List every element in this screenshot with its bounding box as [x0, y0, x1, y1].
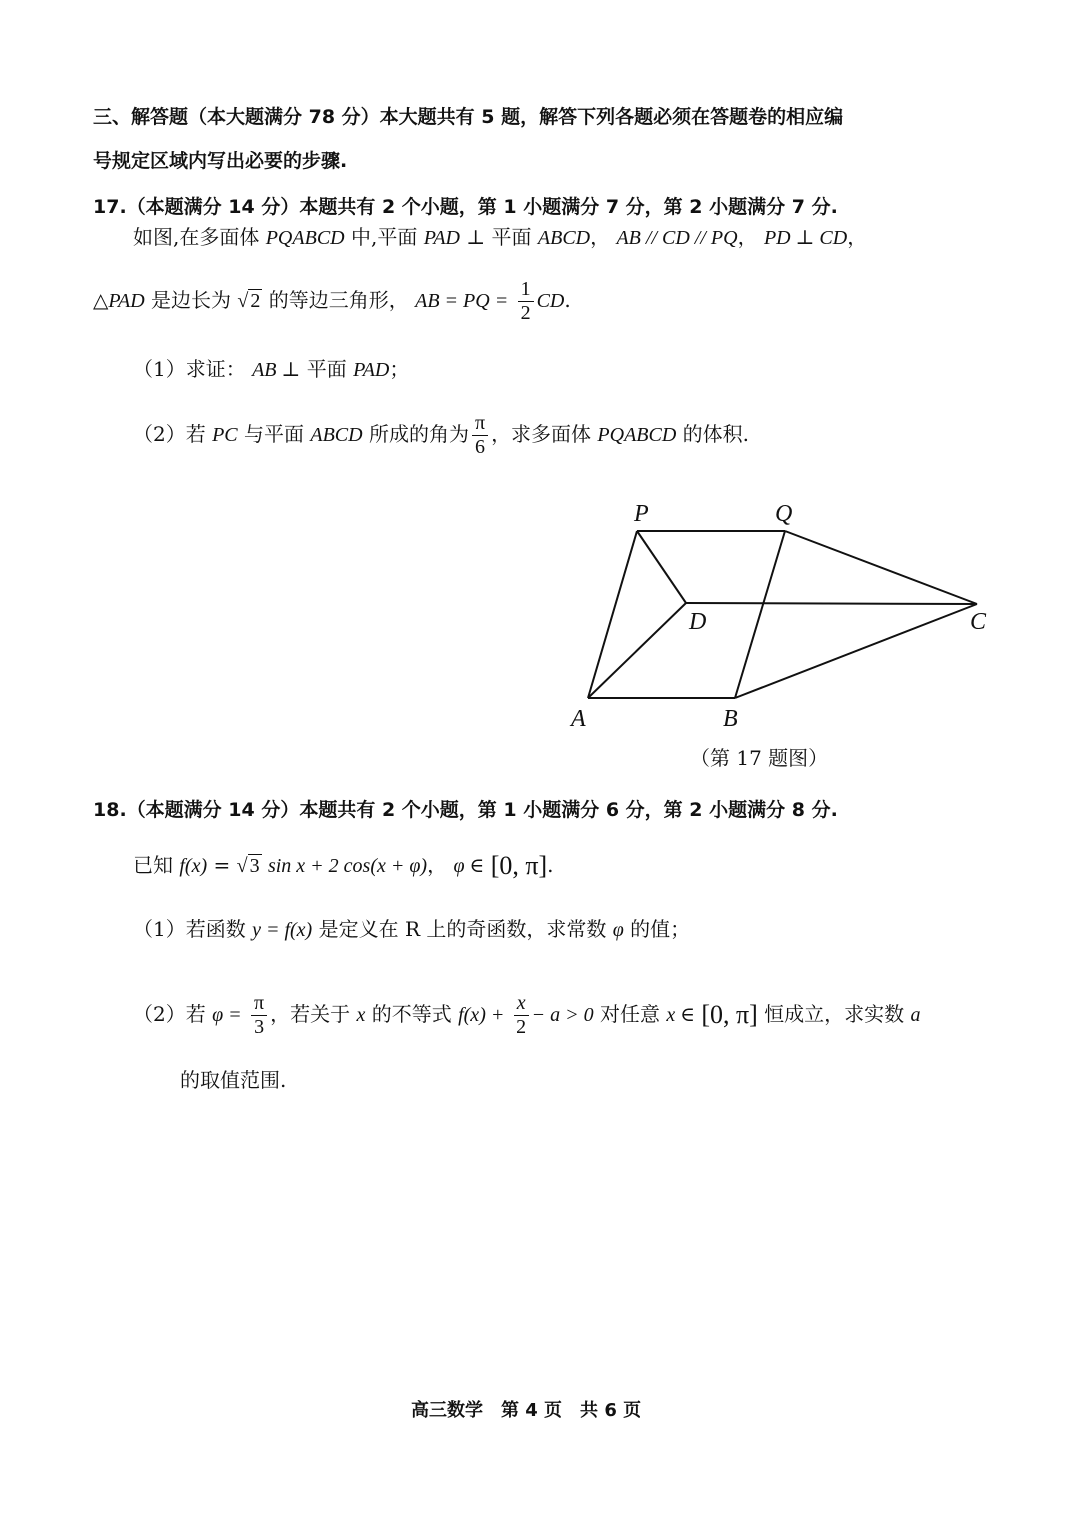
q17-triangle-pad: △PAD	[93, 290, 145, 312]
label-q: Q	[775, 501, 793, 527]
sqrt-3: √ 3	[236, 855, 260, 877]
q18-inequality-lhs: f(x) +	[458, 1004, 505, 1026]
q17-figure	[560, 495, 1010, 740]
q18-part1-phi: φ	[612, 919, 624, 941]
q17-part2-text: 与平面	[244, 422, 305, 446]
q18-comma: ，	[427, 853, 448, 877]
equals-sign: =	[213, 853, 231, 877]
q17-period: .	[564, 288, 571, 312]
q18-func-arg: (x)	[184, 855, 208, 877]
q17-part1-end: ；	[389, 357, 410, 381]
q17-comma: ，	[737, 225, 758, 249]
q17-part2-text: 所成的角为	[368, 422, 469, 446]
q18-part2-line2: 的取值范围.	[180, 1068, 287, 1092]
q17-part2-pc: PC	[212, 424, 238, 446]
q18-part2-text: ，若关于	[270, 1002, 351, 1026]
q17-header: 17.（本题满分 14 分）本题共有 2 个小题，第 1 小题满分 7 分，第 2 小题满分 7 分.	[93, 196, 838, 218]
q18-part1-label: （1）若函数	[133, 917, 246, 941]
q18-part2-x-in: x ∈	[666, 1004, 695, 1026]
q17-part1-text: 平面	[306, 357, 347, 381]
fraction-numerator: π	[472, 412, 488, 436]
q17-stem-text: 是边长为	[151, 288, 232, 312]
q17-stem-line1	[133, 225, 867, 250]
q17-stem-text: 平面	[491, 225, 532, 249]
q17-comma: ，	[590, 225, 611, 249]
fraction-denominator: 2	[520, 302, 531, 324]
fraction-denominator: 3	[254, 1016, 265, 1038]
q18-part2-text: 的不等式	[371, 1002, 452, 1026]
q18-header: 18.（本题满分 14 分）本题共有 2 个小题，第 1 小题满分 6 分，第 2 小题满分 8 分.	[93, 799, 838, 821]
q17-part2	[133, 412, 749, 459]
q18-part2-interval: [0, π]	[701, 1000, 758, 1029]
q17-plane-pad: PAD	[423, 227, 460, 249]
fraction-one-half	[518, 278, 534, 325]
q18-part2-text: 恒成立，求实数	[764, 1002, 905, 1026]
q18-domain-var: φ ∈	[453, 855, 485, 877]
perp-symbol: ⊥	[466, 225, 486, 249]
sqrt-2: √ 2	[237, 290, 261, 312]
q18-inequality-rhs: − a > 0	[531, 1004, 594, 1026]
q18-part2-x: x	[356, 1004, 366, 1026]
q18-given	[133, 850, 554, 881]
q18-given-label: 已知	[133, 853, 173, 877]
fraction-numerator: π	[251, 992, 267, 1016]
q18-func-name: f	[179, 855, 185, 877]
edge-qb	[735, 531, 785, 698]
edge-qc	[785, 531, 977, 604]
q17-stem-text: 的等边三角形，	[268, 288, 409, 312]
q18-part2	[133, 992, 921, 1039]
q17-part1-plane: PAD	[353, 359, 390, 381]
edge-dc	[686, 603, 977, 604]
edge-pd	[637, 531, 686, 603]
q17-stem-text: 如图,在多面体	[133, 225, 260, 249]
q17-polyhedron-name: PQABCD	[265, 227, 345, 249]
section-heading-line2: 号规定区域内写出必要的步骤.	[93, 150, 348, 172]
page-footer: 高三数学 第 4 页 共 6 页	[411, 1400, 642, 1421]
edge-cb	[735, 604, 977, 698]
q17-comma: ，	[847, 225, 868, 249]
q17-equation-lhs: AB = PQ =	[415, 290, 509, 312]
q17-equation-rhs: CD	[536, 290, 565, 312]
q17-stem-text: 中,平面	[350, 225, 418, 249]
fraction-denominator: 2	[516, 1016, 527, 1038]
q17-part1-math: AB ⊥	[252, 359, 301, 381]
q18-part1-text: 是定义在 R 上的奇函数，求常数	[318, 917, 607, 941]
q17-part2-text: ，求多面体	[491, 422, 592, 446]
sqrt-radicand: 3	[249, 855, 260, 877]
q17-part2-text: 的体积.	[682, 422, 750, 446]
fraction-pi-over-6	[472, 412, 488, 459]
q18-part2-label: （2）若	[133, 1002, 206, 1026]
label-a: A	[571, 706, 586, 732]
q18-part1-end: 的值；	[630, 917, 691, 941]
q18-part1	[133, 917, 690, 942]
sqrt-radicand: 2	[250, 290, 261, 312]
q17-part2-label: （2）若	[133, 422, 206, 446]
q17-perp-relation: PD ⊥ CD	[763, 227, 848, 249]
fraction-numerator: 1	[518, 278, 534, 302]
label-b: B	[723, 706, 738, 732]
fraction-pi-over-3	[251, 992, 267, 1039]
q18-part2-text: 对任意	[599, 1002, 660, 1026]
q17-part2-plane: ABCD	[310, 424, 363, 446]
label-p: P	[634, 501, 649, 527]
q18-part2-phi: φ =	[212, 1004, 242, 1026]
fraction-denominator: 6	[475, 436, 485, 458]
q17-figure-caption: （第 17 题图）	[690, 746, 829, 770]
section-heading-line1: 三、解答题（本大题满分 78 分）本大题共有 5 题，解答下列各题必须在答题卷的相应编	[93, 106, 844, 128]
q17-plane-abcd: ABCD	[537, 227, 591, 249]
label-d: D	[689, 609, 707, 635]
fraction-x-over-2	[514, 992, 529, 1039]
q18-period: .	[547, 853, 554, 877]
q17-parallel-relation: AB // CD // PQ	[616, 227, 738, 249]
q18-part2-a: a	[910, 1004, 921, 1026]
q18-part1-math: y = f(x)	[252, 919, 313, 941]
q18-domain-interval: [0, π]	[490, 851, 548, 880]
q17-part1	[133, 357, 409, 382]
q17-part1-label: （1）求证：	[133, 357, 246, 381]
q17-stem-line2	[93, 278, 571, 325]
q17-part2-polyhedron: PQABCD	[597, 424, 677, 446]
q18-func-body: sin x + 2 cos	[267, 855, 371, 877]
q18-func-body-arg: (x + φ)	[370, 855, 428, 877]
fraction-numerator: x	[514, 992, 529, 1016]
label-c: C	[970, 609, 987, 635]
